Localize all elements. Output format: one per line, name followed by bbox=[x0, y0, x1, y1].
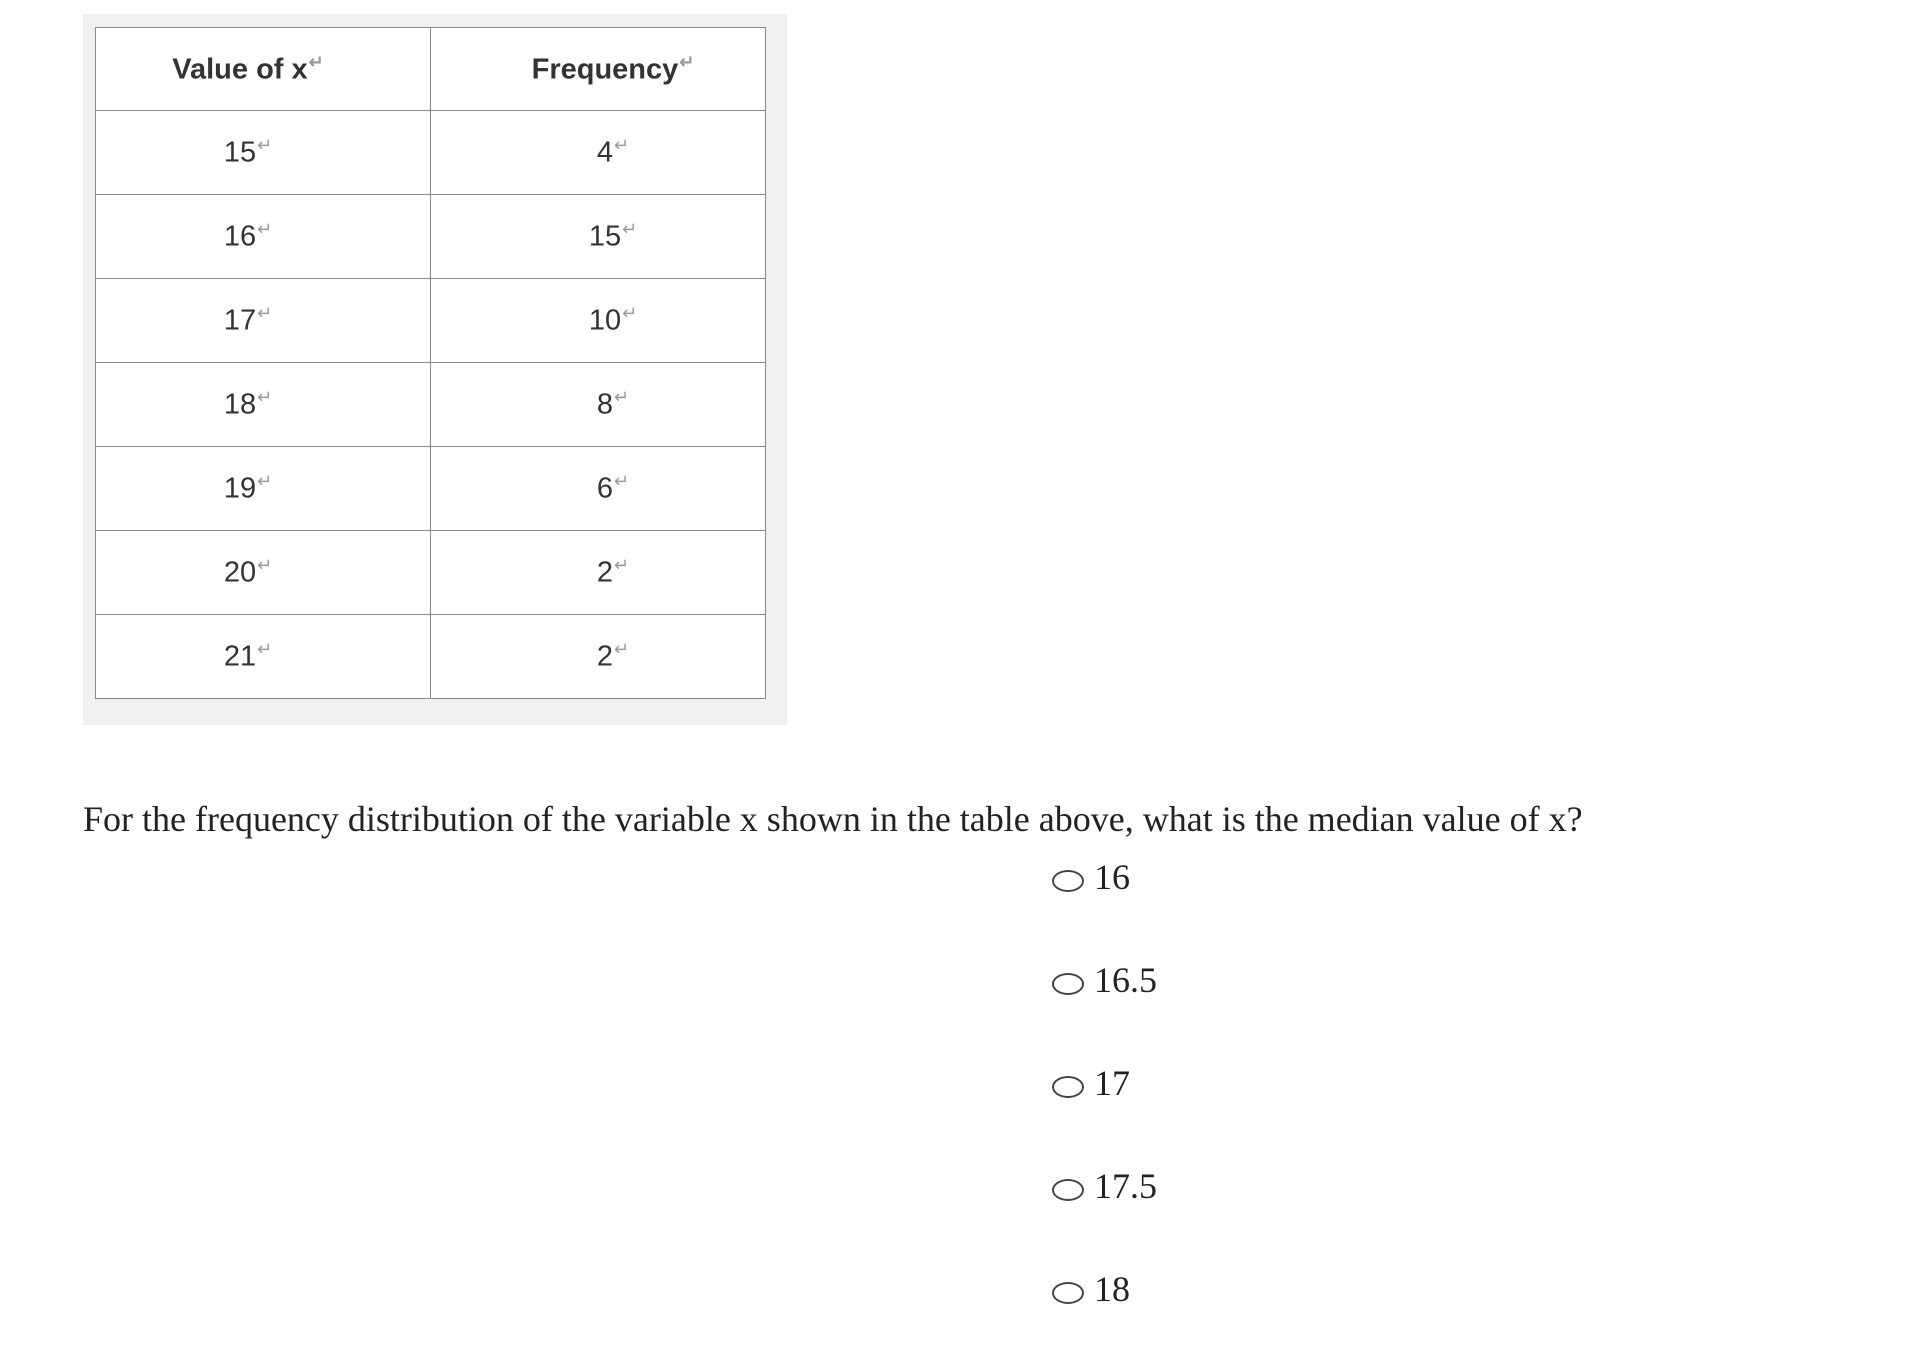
cell-x: 21↵ bbox=[96, 615, 431, 699]
cell-frequency: 6↵ bbox=[431, 447, 766, 531]
cell-x: 17↵ bbox=[96, 279, 431, 363]
header-frequency: Frequency↵ bbox=[431, 28, 766, 111]
return-mark-icon: ↵ bbox=[308, 51, 324, 72]
answer-options bbox=[1052, 854, 1157, 1369]
option-label: 16.5 bbox=[1094, 960, 1157, 1000]
radio-button[interactable] bbox=[1052, 973, 1084, 995]
table-row bbox=[96, 195, 766, 279]
return-mark-icon: ↵ bbox=[257, 387, 273, 408]
option-label: 16 bbox=[1094, 857, 1130, 897]
return-mark-icon: ↵ bbox=[622, 303, 638, 324]
question-text: For the frequency distribution of the variable x shown in the table above, what is the median value of x? bbox=[83, 799, 1583, 839]
radio-button[interactable] bbox=[1052, 1282, 1084, 1304]
cell-frequency: 2↵ bbox=[431, 615, 766, 699]
option-label: 17.5 bbox=[1094, 1166, 1157, 1206]
cell-frequency: 10↵ bbox=[431, 279, 766, 363]
table-header-row bbox=[96, 28, 766, 111]
table-row bbox=[96, 279, 766, 363]
option-18[interactable] bbox=[1052, 1266, 1157, 1369]
cell-x: 19↵ bbox=[96, 447, 431, 531]
return-mark-icon: ↵ bbox=[257, 219, 273, 240]
return-mark-icon: ↵ bbox=[622, 219, 638, 240]
return-mark-icon: ↵ bbox=[614, 387, 630, 408]
option-17-5[interactable] bbox=[1052, 1163, 1157, 1266]
cell-frequency: 4↵ bbox=[431, 111, 766, 195]
radio-button[interactable] bbox=[1052, 1179, 1084, 1201]
cell-frequency: 8↵ bbox=[431, 363, 766, 447]
header-value-of-x: Value of x↵ bbox=[96, 28, 431, 111]
frequency-table bbox=[95, 27, 766, 699]
return-mark-icon: ↵ bbox=[614, 471, 630, 492]
cell-x: 16↵ bbox=[96, 195, 431, 279]
return-mark-icon: ↵ bbox=[679, 51, 695, 72]
return-mark-icon: ↵ bbox=[614, 555, 630, 576]
radio-button[interactable] bbox=[1052, 1076, 1084, 1098]
return-mark-icon: ↵ bbox=[614, 135, 630, 156]
return-mark-icon: ↵ bbox=[257, 135, 273, 156]
cell-frequency: 2↵ bbox=[431, 531, 766, 615]
return-mark-icon: ↵ bbox=[257, 639, 273, 660]
option-16[interactable] bbox=[1052, 854, 1157, 957]
table-row bbox=[96, 531, 766, 615]
radio-button[interactable] bbox=[1052, 870, 1084, 892]
cell-frequency: 15↵ bbox=[431, 195, 766, 279]
table-row bbox=[96, 615, 766, 699]
table-row bbox=[96, 363, 766, 447]
return-mark-icon: ↵ bbox=[614, 639, 630, 660]
option-16-5[interactable] bbox=[1052, 957, 1157, 1060]
frequency-table-image bbox=[83, 14, 787, 725]
option-label: 17 bbox=[1094, 1063, 1130, 1103]
option-label: 18 bbox=[1094, 1269, 1130, 1309]
return-mark-icon: ↵ bbox=[257, 303, 273, 324]
table-row bbox=[96, 111, 766, 195]
return-mark-icon: ↵ bbox=[257, 555, 273, 576]
cell-x: 15↵ bbox=[96, 111, 431, 195]
cell-x: 18↵ bbox=[96, 363, 431, 447]
option-17[interactable] bbox=[1052, 1060, 1157, 1163]
cell-x: 20↵ bbox=[96, 531, 431, 615]
table-row bbox=[96, 447, 766, 531]
return-mark-icon: ↵ bbox=[257, 471, 273, 492]
